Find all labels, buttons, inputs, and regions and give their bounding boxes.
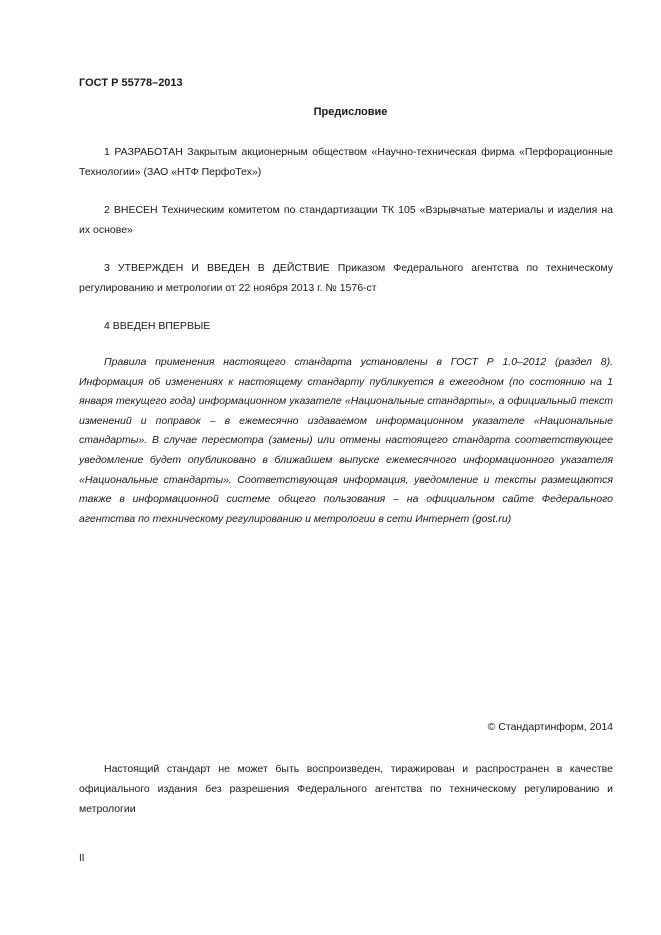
paragraph-submitted: 2 ВНЕСЕН Техническим комитетом по стандартизации ТК 105 «Взрывчатые материалы и изделия на их основе» <box>79 204 613 236</box>
paragraph-introduced: 4 ВВЕДЕН ВПЕРВЫЕ <box>104 320 211 332</box>
application-rules-notice: Правила применения настоящего стандарта установлены в ГОСТ Р 1.0–2012 (раздел 8). Информация об изменениях к настоящему стандарту публикуется в ежегодном (по состоянию на 1 января текущего года) информационном указателе «Национальные стандарты», а официальный текст изменений и поправок – в ежемесячно издаваемом информационном указателе «Национальные стандарты». В случае пересмотра (замены) или отмены настоящего стандарта соответствующее уведомление будет опубликовано в ближайшем выпуске ежемесячного информационного указателя «Национальные стандарты». Соответствующая информация, уведомление и тексты размещаются также в информационной системе общего пользования – на официальном сайте Федерального агентства по техническому регулированию и метрологии в сети Интернет (gost.ru) <box>79 356 613 525</box>
reproduction-notice: Настоящий стандарт не может быть воспроизведен, тиражирован и распространен в качестве официального издания без разрешения Федерального агентства по техническому регулированию и метрологии <box>79 763 613 815</box>
standard-header: ГОСТ Р 55778–2013 <box>79 77 183 89</box>
paragraph-developed: 1 РАЗРАБОТАН Закрытым акционерным обществом «Научно-техническая фирма «Перфорационные Технологии» (ЗАО «НТФ ПерфоТех») <box>79 146 613 178</box>
page-number: II <box>79 853 85 864</box>
paragraph-approved: 3 УТВЕРЖДЕН И ВВЕДЕН В ДЕЙСТВИЕ Приказом Федерального агентства по техническому регулированию и метрологии от 22 ноября 2013 г. № 1576-ст <box>79 262 613 294</box>
copyright-notice: © Стандартинформ, 2014 <box>487 721 613 733</box>
section-title: Предисловие <box>313 106 388 118</box>
